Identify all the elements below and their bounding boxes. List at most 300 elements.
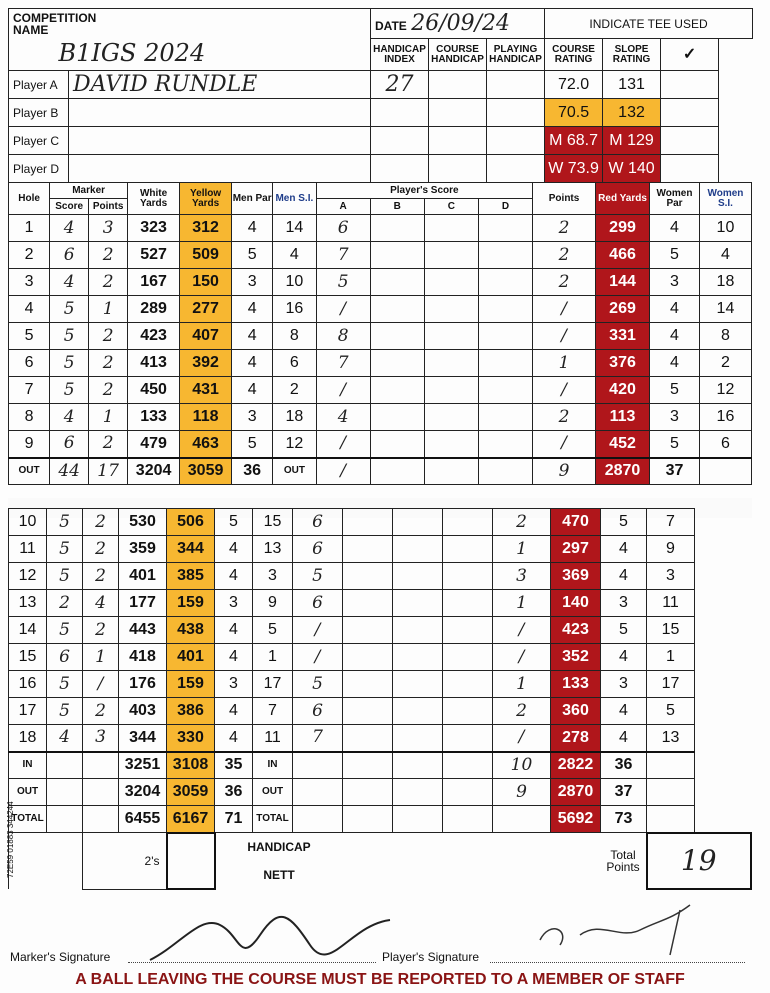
women-si: 2 [699, 350, 751, 377]
player-a-score: 6 [293, 536, 343, 563]
out-label: OUT [9, 458, 50, 485]
course-handicap-value [429, 155, 487, 183]
men-si: 15 [253, 509, 293, 536]
player-a-score: 7 [316, 242, 370, 269]
points: / [493, 725, 551, 752]
slope-rating-value: 131 [603, 71, 661, 99]
men-si: 14 [273, 215, 316, 242]
men-par: 4 [232, 350, 273, 377]
women-si: 10 [699, 215, 751, 242]
player-a-score: 8 [316, 323, 370, 350]
marker-signature-label: Marker's Signature [10, 950, 111, 964]
yellow-yards: 277 [180, 296, 232, 323]
women-si: 12 [699, 377, 751, 404]
side-code-text: 72E59 [6, 854, 15, 878]
total-marker-points [83, 806, 119, 833]
player-d-score [478, 215, 532, 242]
red-yards: 470 [551, 509, 601, 536]
white-yards: 359 [119, 536, 167, 563]
player-d-score [478, 269, 532, 296]
course-rating-value: W 73.9 [545, 155, 603, 183]
total-player-a [293, 779, 343, 806]
slope-rating-value: M 129 [603, 127, 661, 155]
playing-handicap-label: PLAYING HANDICAP [487, 39, 545, 71]
men-par: 4 [215, 536, 253, 563]
white-yards: 530 [119, 509, 167, 536]
women-si: 7 [647, 509, 695, 536]
player-c-score [393, 617, 443, 644]
player-c-score [393, 671, 443, 698]
total-white: 3204 [119, 779, 167, 806]
hole-number: 4 [9, 296, 50, 323]
marker-score: 5 [50, 323, 89, 350]
marker-points: 2 [89, 269, 128, 296]
total-points: 10 [493, 752, 551, 779]
hole-row [9, 215, 752, 242]
player-b-score [370, 242, 424, 269]
men-si: 12 [273, 431, 316, 458]
hole-row [9, 590, 752, 617]
points: 1 [533, 350, 596, 377]
player-row [9, 99, 753, 127]
women-si: 8 [699, 323, 751, 350]
marker-points: 2 [89, 431, 128, 458]
hole-row [9, 725, 752, 752]
marker-score: 4 [50, 404, 89, 431]
points: 2 [493, 698, 551, 725]
date-label: DATE [375, 18, 407, 33]
white-yards: 167 [128, 269, 180, 296]
points: / [533, 431, 596, 458]
col-white: White Yards [128, 183, 180, 215]
player-d-score [478, 377, 532, 404]
col-men-si: Men S.I. [273, 183, 316, 215]
total-par: 71 [215, 806, 253, 833]
back-nine-table [8, 508, 752, 890]
player-label: Player B [9, 99, 69, 127]
white-yards: 450 [128, 377, 180, 404]
player-d-score [478, 404, 532, 431]
out-red: 2870 [595, 458, 649, 485]
white-yards: 289 [128, 296, 180, 323]
hole-number: 14 [9, 617, 47, 644]
marker-signature-scribble [140, 905, 400, 970]
out-row [9, 458, 752, 485]
out-points: 9 [533, 458, 596, 485]
marker-score: 2 [47, 590, 83, 617]
marker-points: 3 [83, 725, 119, 752]
red-yards: 360 [551, 698, 601, 725]
hole-row [9, 536, 752, 563]
men-par: 5 [215, 509, 253, 536]
marker-score: 6 [50, 242, 89, 269]
men-si: 13 [253, 536, 293, 563]
total-player-a [293, 806, 343, 833]
red-yards: 331 [595, 323, 649, 350]
player-label: Player D [9, 155, 69, 183]
course-handicap-label: COURSE HANDICAP [429, 39, 487, 71]
hole-row [9, 296, 752, 323]
white-yards: 176 [119, 671, 167, 698]
yellow-yards: 509 [180, 242, 232, 269]
women-par: 5 [650, 377, 700, 404]
women-par: 5 [601, 509, 647, 536]
total-player-d [443, 752, 493, 779]
women-par: 4 [650, 296, 700, 323]
points: / [493, 644, 551, 671]
total-marker-points [83, 752, 119, 779]
total-marker-score [47, 752, 83, 779]
hole-row [9, 404, 752, 431]
marker-points: 2 [83, 617, 119, 644]
player-label: Player C [9, 127, 69, 155]
marker-points: 1 [89, 404, 128, 431]
marker-points: 3 [89, 215, 128, 242]
slope-rating-value: 132 [603, 99, 661, 127]
side-code [6, 801, 15, 878]
player-a-score: 7 [316, 350, 370, 377]
white-yards: 177 [119, 590, 167, 617]
playing-handicap-value [487, 127, 545, 155]
player-a-score: 6 [293, 509, 343, 536]
col-hole: Hole [9, 183, 50, 215]
red-yards: 113 [595, 404, 649, 431]
men-par: 3 [215, 671, 253, 698]
player-a-score: / [316, 431, 370, 458]
out-player-b [370, 458, 424, 485]
out-yellow: 3059 [180, 458, 232, 485]
col-marker: Marker [50, 183, 128, 199]
white-yards: 323 [128, 215, 180, 242]
side-phone: 01883 344244 [6, 801, 15, 853]
women-par: 4 [601, 725, 647, 752]
red-yards: 352 [551, 644, 601, 671]
total-yellow: 3059 [167, 779, 215, 806]
men-si: 1 [253, 644, 293, 671]
total-player-b [343, 752, 393, 779]
total-row [9, 752, 752, 779]
men-par: 3 [215, 590, 253, 617]
player-name [69, 99, 371, 127]
hole-number: 11 [9, 536, 47, 563]
points: 3 [493, 563, 551, 590]
tick-mark: ✓ [661, 39, 719, 71]
total-row [9, 779, 752, 806]
marker-score: 5 [47, 671, 83, 698]
player-signature-label: Player's Signature [382, 950, 480, 964]
out-marker-points: 17 [89, 458, 128, 485]
men-si: 7 [253, 698, 293, 725]
red-yards: 376 [595, 350, 649, 377]
points: / [493, 617, 551, 644]
hole-number: 3 [9, 269, 50, 296]
total-label: OUT [9, 779, 47, 806]
yellow-yards: 392 [180, 350, 232, 377]
col-women-si: Women S.I. [699, 183, 751, 215]
men-si: 10 [273, 269, 316, 296]
men-si: 4 [273, 242, 316, 269]
men-par: 4 [215, 617, 253, 644]
yellow-yards: 150 [180, 269, 232, 296]
player-a-score: / [316, 377, 370, 404]
col-b: B [370, 199, 424, 215]
out-white: 3204 [128, 458, 180, 485]
player-signature-scribble [530, 900, 710, 965]
points: 1 [493, 536, 551, 563]
men-par: 3 [232, 269, 273, 296]
player-c-score [424, 269, 478, 296]
out-women-par: 37 [650, 458, 700, 485]
marker-score: 5 [47, 698, 83, 725]
hole-row [9, 509, 752, 536]
hole-row [9, 563, 752, 590]
hole-number: 17 [9, 698, 47, 725]
yellow-yards: 159 [167, 590, 215, 617]
player-label: Player A [9, 71, 69, 99]
col-marker-points: Points [89, 199, 128, 215]
yellow-yards: 159 [167, 671, 215, 698]
player-d-score [443, 698, 493, 725]
handicap-label: HANDICAP [247, 840, 311, 854]
men-si: 11 [253, 725, 293, 752]
yellow-yards: 330 [167, 725, 215, 752]
total-women-si [647, 806, 695, 833]
front-nine-table [8, 182, 752, 485]
total-points-label: Total Points [606, 848, 640, 874]
marker-score: 5 [47, 617, 83, 644]
player-d-score [443, 725, 493, 752]
player-b-score [370, 404, 424, 431]
men-si: 16 [273, 296, 316, 323]
marker-points: 2 [83, 509, 119, 536]
hole-row [9, 269, 752, 296]
total-label: TOTAL [9, 806, 47, 833]
date-cell [371, 9, 545, 39]
player-d-score [478, 431, 532, 458]
points: 2 [533, 404, 596, 431]
women-par: 4 [601, 536, 647, 563]
red-yards: 420 [595, 377, 649, 404]
out-label-2: OUT [273, 458, 316, 485]
marker-score: 6 [47, 644, 83, 671]
total-player-b [343, 806, 393, 833]
marker-points: 2 [89, 350, 128, 377]
women-par: 4 [650, 350, 700, 377]
yellow-yards: 463 [180, 431, 232, 458]
white-yards: 413 [128, 350, 180, 377]
player-a-score: 6 [293, 590, 343, 617]
player-a-score: 5 [293, 563, 343, 590]
white-yards: 418 [119, 644, 167, 671]
hole-number: 15 [9, 644, 47, 671]
men-si: 17 [253, 671, 293, 698]
competition-label: COMPETITION NAME [13, 11, 97, 37]
player-b-score [370, 269, 424, 296]
women-si: 14 [699, 296, 751, 323]
footer-notice: A BALL LEAVING THE COURSE MUST BE REPORTED TO A MEMBER OF STAFF [75, 971, 685, 988]
hole-number: 12 [9, 563, 47, 590]
hole-number: 5 [9, 323, 50, 350]
player-c-score [424, 404, 478, 431]
women-si: 6 [699, 431, 751, 458]
women-par: 5 [601, 617, 647, 644]
marker-points: 1 [89, 296, 128, 323]
yellow-yards: 407 [180, 323, 232, 350]
red-yards: 144 [595, 269, 649, 296]
women-par: 4 [601, 698, 647, 725]
points: 1 [493, 590, 551, 617]
marker-points: 2 [83, 698, 119, 725]
hole-row [9, 698, 752, 725]
total-women-si [647, 779, 695, 806]
handicap-index-value [371, 155, 429, 183]
marker-score: 5 [50, 377, 89, 404]
women-par: 5 [650, 242, 700, 269]
hole-row [9, 350, 752, 377]
tee-tick-cell [661, 99, 719, 127]
hole-number: 1 [9, 215, 50, 242]
hole-row [9, 431, 752, 458]
marker-score: 4 [50, 215, 89, 242]
player-a-score: / [293, 617, 343, 644]
marker-points: / [83, 671, 119, 698]
col-a: A [316, 199, 370, 215]
hole-number: 13 [9, 590, 47, 617]
total-par: 35 [215, 752, 253, 779]
twos-box [167, 833, 215, 890]
total-points-number: 19 [680, 843, 717, 877]
tee-label: INDICATE TEE USED [545, 9, 753, 39]
women-par: 3 [601, 590, 647, 617]
out-player-d [478, 458, 532, 485]
total-red: 2822 [551, 752, 601, 779]
marker-points: 1 [83, 644, 119, 671]
total-player-d [443, 806, 493, 833]
points: / [533, 377, 596, 404]
men-par: 3 [232, 404, 273, 431]
player-c-score [393, 698, 443, 725]
total-marker-score [47, 806, 83, 833]
total-par: 36 [215, 779, 253, 806]
marker-points: 2 [83, 536, 119, 563]
player-c-score [424, 296, 478, 323]
points: / [533, 296, 596, 323]
total-player-d [443, 779, 493, 806]
hole-row [9, 242, 752, 269]
player-c-score [393, 509, 443, 536]
total-points [493, 806, 551, 833]
men-si: 3 [253, 563, 293, 590]
hole-row [9, 323, 752, 350]
yellow-yards: 386 [167, 698, 215, 725]
women-par: 4 [650, 215, 700, 242]
women-si: 18 [699, 269, 751, 296]
total-label: IN [9, 752, 47, 779]
player-name: DAVID RUNDLE [69, 71, 371, 99]
women-si: 4 [699, 242, 751, 269]
marker-points: 2 [89, 323, 128, 350]
playing-handicap-value [487, 71, 545, 99]
col-men-par: Men Par [232, 183, 273, 215]
hole-row [9, 377, 752, 404]
handicap-nett-labels [215, 833, 343, 890]
player-d-score [443, 590, 493, 617]
red-yards: 297 [551, 536, 601, 563]
player-name [69, 127, 371, 155]
men-par: 4 [232, 323, 273, 350]
player-b-score [370, 431, 424, 458]
player-d-score [443, 644, 493, 671]
player-name [69, 155, 371, 183]
date-value: 26/09/24 [411, 10, 511, 36]
player-row [9, 127, 753, 155]
marker-score: 5 [50, 350, 89, 377]
total-women-si [647, 752, 695, 779]
women-si: 1 [647, 644, 695, 671]
white-yards: 401 [119, 563, 167, 590]
points: 2 [533, 269, 596, 296]
player-a-score: 6 [293, 698, 343, 725]
player-row [9, 155, 753, 183]
player-d-score [443, 536, 493, 563]
hole-number: 9 [9, 431, 50, 458]
player-d-score [478, 323, 532, 350]
total-red: 2870 [551, 779, 601, 806]
marker-score: 4 [50, 269, 89, 296]
men-si: 8 [273, 323, 316, 350]
player-b-score [370, 377, 424, 404]
player-b-score [343, 644, 393, 671]
white-yards: 479 [128, 431, 180, 458]
player-c-score [424, 323, 478, 350]
women-si: 11 [647, 590, 695, 617]
player-a-score: 7 [293, 725, 343, 752]
course-rating-value: 70.5 [545, 99, 603, 127]
course-rating-value: M 68.7 [545, 127, 603, 155]
marker-points: 2 [83, 563, 119, 590]
men-par: 4 [215, 644, 253, 671]
men-par: 4 [232, 296, 273, 323]
marker-score: 5 [47, 509, 83, 536]
red-yards: 452 [595, 431, 649, 458]
out-women-si [699, 458, 751, 485]
tee-tick-cell [661, 127, 719, 155]
total-points: 9 [493, 779, 551, 806]
total-player-a [293, 752, 343, 779]
hole-number: 2 [9, 242, 50, 269]
white-yards: 527 [128, 242, 180, 269]
points: 2 [533, 242, 596, 269]
scorecard [8, 8, 752, 948]
women-par: 4 [650, 323, 700, 350]
yellow-yards: 506 [167, 509, 215, 536]
women-par: 4 [601, 644, 647, 671]
marker-points: 4 [83, 590, 119, 617]
course-rating-value: 72.0 [545, 71, 603, 99]
women-par: 4 [601, 563, 647, 590]
men-si: 6 [273, 350, 316, 377]
white-yards: 443 [119, 617, 167, 644]
col-c: C [424, 199, 478, 215]
yellow-yards: 118 [180, 404, 232, 431]
handicap-index-value [371, 127, 429, 155]
header-table [8, 8, 753, 183]
women-par: 5 [650, 431, 700, 458]
red-yards: 133 [551, 671, 601, 698]
white-yards: 423 [128, 323, 180, 350]
men-par: 4 [232, 215, 273, 242]
points: 2 [533, 215, 596, 242]
